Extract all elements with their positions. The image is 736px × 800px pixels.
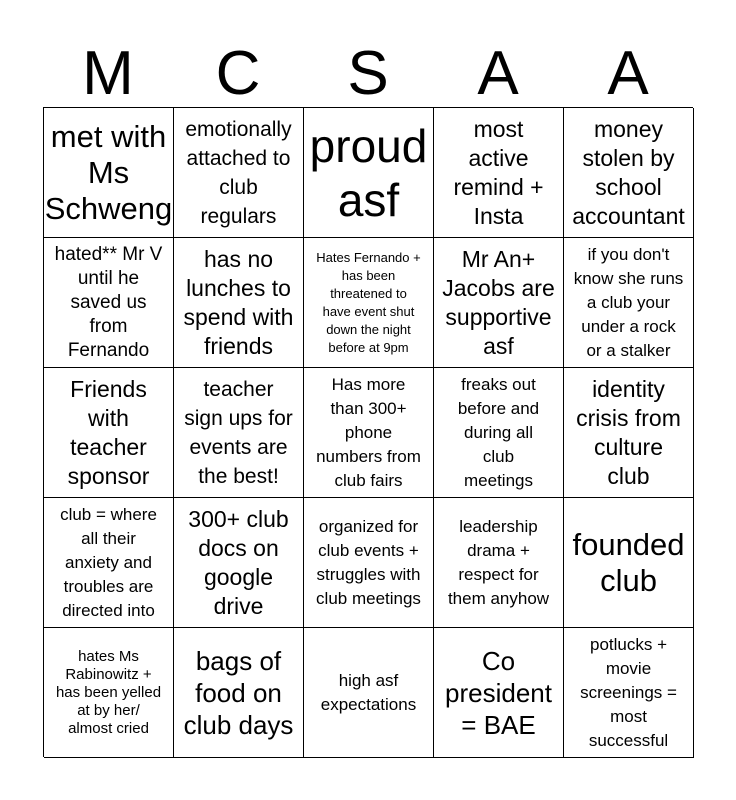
- bingo-cell[interactable]: [304, 108, 434, 238]
- cell-text: 300+ club docs on google drive: [188, 505, 289, 619]
- bingo-cell[interactable]: [304, 238, 434, 368]
- bingo-cell[interactable]: [44, 368, 174, 498]
- cell-text: hates Ms Rabinowitz + has been yelled at by her/ almost cried: [55, 647, 162, 737]
- bingo-board: [43, 107, 693, 757]
- cell-text: hated** Mr V until he saved us from Fernando: [54, 243, 163, 361]
- header-letter-3: S: [347, 39, 389, 108]
- cell-text: Mr An+ Jacobs are supportive asf: [442, 245, 555, 359]
- header-letter-5: A: [607, 39, 649, 108]
- header-letter-1: M: [82, 39, 134, 108]
- bingo-cell[interactable]: [174, 628, 304, 758]
- cell-text: Has more than 300+ phone numbers from club fairs: [316, 374, 421, 490]
- bingo-cell[interactable]: [434, 238, 564, 368]
- cell-text: proud asf: [309, 119, 428, 226]
- bingo-cell[interactable]: [564, 628, 694, 758]
- cell-text: identity crisis from culture club: [576, 375, 681, 489]
- cell-text: founded club: [572, 526, 685, 598]
- cell-text: most active remind + Insta: [453, 115, 544, 229]
- cell-text: leadership drama + respect for them anyhow: [447, 516, 550, 608]
- header-letter-4: A: [477, 39, 519, 108]
- bingo-cell[interactable]: [304, 368, 434, 498]
- cell-text: money stolen by school accountant: [572, 115, 685, 229]
- cell-text: if you don't know she runs a club your under a rock or a stalker: [573, 244, 684, 360]
- cell-text: organized for club events + struggles with club meetings: [316, 516, 421, 608]
- bingo-cell[interactable]: [174, 368, 304, 498]
- bingo-cell[interactable]: [564, 238, 694, 368]
- bingo-cell[interactable]: [304, 628, 434, 758]
- cell-text: potlucks + movie screenings = most successful: [580, 634, 677, 750]
- cell-text: bags of food on club days: [183, 645, 294, 740]
- bingo-cell[interactable]: [434, 498, 564, 628]
- bingo-header: [43, 40, 693, 108]
- bingo-cell[interactable]: [564, 108, 694, 238]
- cell-text: teacher sign ups for events are the best!: [184, 377, 293, 488]
- bingo-cell[interactable]: [174, 498, 304, 628]
- cell-text: Hates Fernando + has been threatened to have event shut down the night before at 9pm: [316, 249, 421, 355]
- bingo-cell[interactable]: [44, 108, 174, 238]
- bingo-cell[interactable]: [434, 628, 564, 758]
- cell-text: high asf expectations: [320, 670, 417, 714]
- cell-text: has no lunches to spend with friends: [183, 245, 294, 359]
- bingo-cell[interactable]: [174, 108, 304, 238]
- bingo-cell[interactable]: [434, 368, 564, 498]
- bingo-cell[interactable]: [44, 238, 174, 368]
- cell-text: freaks out before and during all club meetings: [457, 374, 540, 490]
- bingo-cell[interactable]: [434, 108, 564, 238]
- cell-text: club = where all their anxiety and troubles are directed into: [60, 504, 157, 620]
- bingo-cell[interactable]: [564, 498, 694, 628]
- bingo-cell[interactable]: [564, 368, 694, 498]
- bingo-cell[interactable]: [304, 498, 434, 628]
- header-letter-2: C: [215, 39, 261, 108]
- cell-text: met with Ms Schweng: [44, 118, 173, 226]
- bingo-cell[interactable]: [44, 628, 174, 758]
- bingo-cell[interactable]: [44, 498, 174, 628]
- cell-text: Co president = BAE: [445, 645, 552, 740]
- cell-text: emotionally attached to club regulars: [185, 117, 292, 228]
- cell-text: Friends with teacher sponsor: [67, 375, 150, 489]
- bingo-cell[interactable]: [174, 238, 304, 368]
